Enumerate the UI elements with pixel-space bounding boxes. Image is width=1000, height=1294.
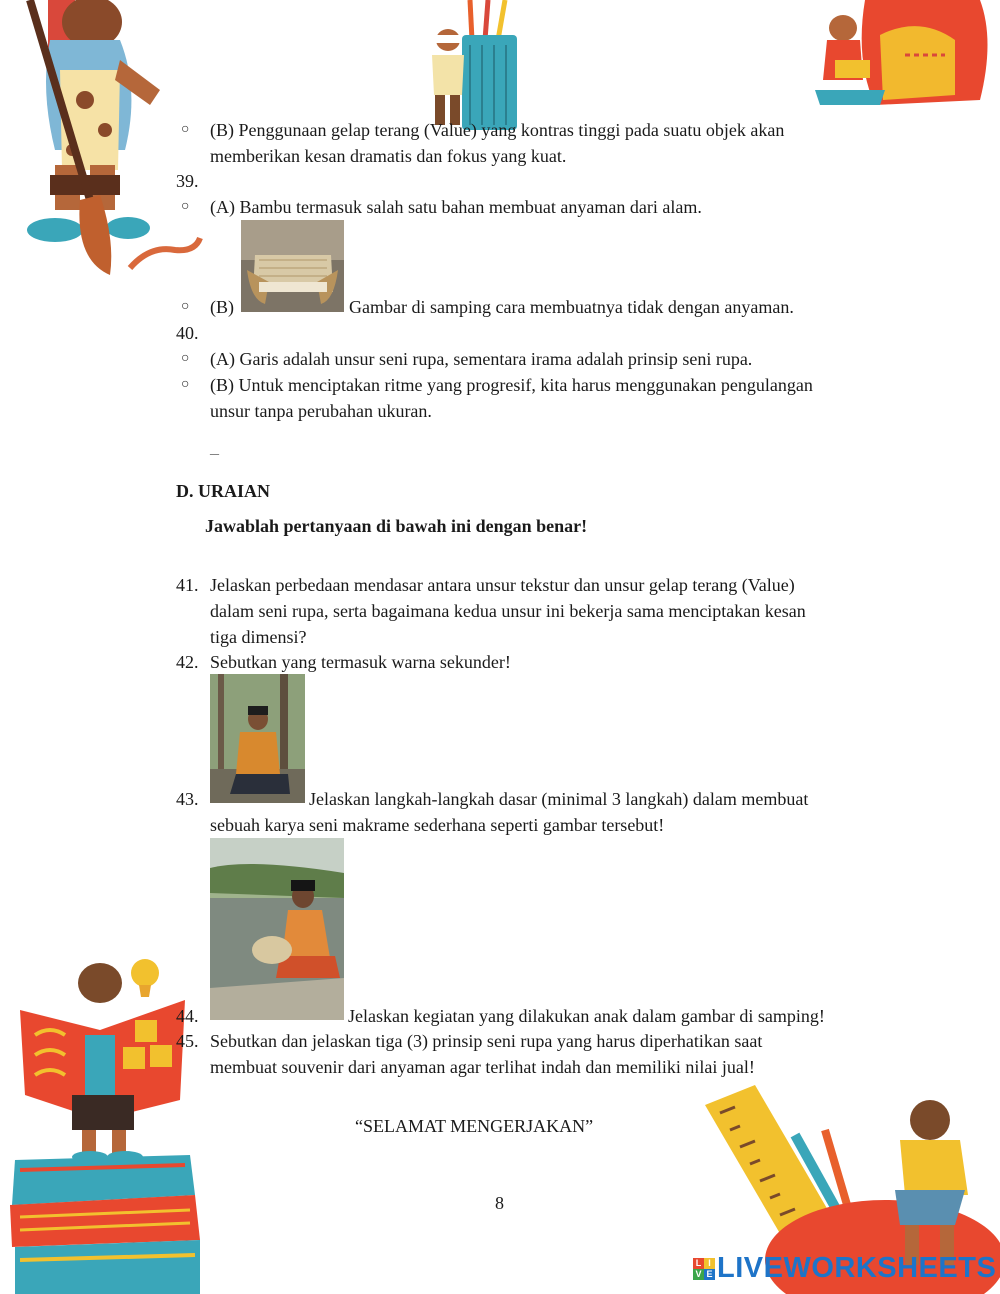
section-instruction: Jawablah pertanyaan di bawah ini dengan benar! [205, 516, 588, 536]
q40-option-b-line2: unsur tanpa perubahan ukuran. [210, 401, 432, 421]
bullet: ○ [181, 351, 190, 366]
q40-option-a: (A) Garis adalah unsur seni rupa, sementara irama adalah prinsip seni rupa. [210, 349, 753, 369]
bullet: ○ [181, 199, 190, 214]
backpack-kid-illustration [805, 0, 1000, 115]
bullet: ○ [181, 299, 190, 314]
bullet: ○ [181, 377, 190, 392]
wicker-sofa-image [241, 220, 344, 312]
q43-line1: Jelaskan langkah-langkah dasar (minimal 3 langkah) dalam membuat [309, 789, 809, 809]
q41-number: 41. [176, 575, 199, 595]
q41-line3: tiga dimensi? [210, 627, 307, 647]
bullet: ○ [181, 122, 190, 137]
q42-number: 42. [176, 652, 199, 672]
q39-option-b-text: Gambar di samping cara membuatnya tidak dengan anyaman. [349, 297, 794, 317]
painter-kid-illustration [0, 0, 205, 290]
macrame-boy-image [210, 674, 305, 803]
section-heading: D. URAIAN [176, 481, 270, 501]
q38b-line1: (B) Penggunaan gelap terang (Value) yang kontras tinggi pada suatu objek akan [210, 120, 785, 140]
brush-jar-illustration [410, 0, 535, 135]
q39-number: 39. [176, 171, 199, 191]
q40-number: 40. [176, 323, 199, 343]
q40-option-b-line1: (B) Untuk menciptakan ritme yang progresif, kita harus menggunakan pengulangan [210, 375, 813, 395]
q42-text: Sebutkan yang termasuk warna sekunder! [210, 652, 511, 672]
q43-number: 43. [176, 789, 199, 809]
page-number: 8 [495, 1193, 504, 1213]
q43-line2: sebuah karya seni makrame sederhana seperti gambar tersebut! [210, 815, 665, 835]
q39-option-a: (A) Bambu termasuk salah satu bahan membuat anyaman dari alam. [210, 197, 702, 217]
q44-number: 44. [176, 1006, 199, 1026]
logo-badge-icon: L I V E [693, 1258, 715, 1280]
reading-kid-illustration [0, 955, 205, 1294]
closing-text: “SELAMAT MENGERJAKAN” [355, 1116, 594, 1136]
q38b-line2: memberikan kesan dramatis dan fokus yang kuat. [210, 146, 567, 166]
q41-line2: dalam seni rupa, serta bagaimana kedua unsur ini bekerja sama menciptakan kesan [210, 601, 806, 621]
dash-mark: – [210, 443, 219, 463]
q41-line1: Jelaskan perbedaan mendasar antara unsur tekstur dan unsur gelap terang (Value) [210, 575, 795, 595]
q45-line1: Sebutkan dan jelaskan tiga (3) prinsip seni rupa yang harus diperhatikan saat [210, 1031, 763, 1051]
q45-number: 45. [176, 1031, 199, 1051]
weaving-boy-image [210, 838, 344, 1020]
q39-option-b-prefix: (B) [210, 297, 234, 317]
q45-line2: membuat souvenir dari anyaman agar terlihat indah dan memiliki nilai jual! [210, 1057, 755, 1077]
logo-text: LIVEWORKSHEETS [717, 1252, 997, 1284]
q44-text: Jelaskan kegiatan yang dilakukan anak dalam gambar di samping! [348, 1006, 825, 1026]
